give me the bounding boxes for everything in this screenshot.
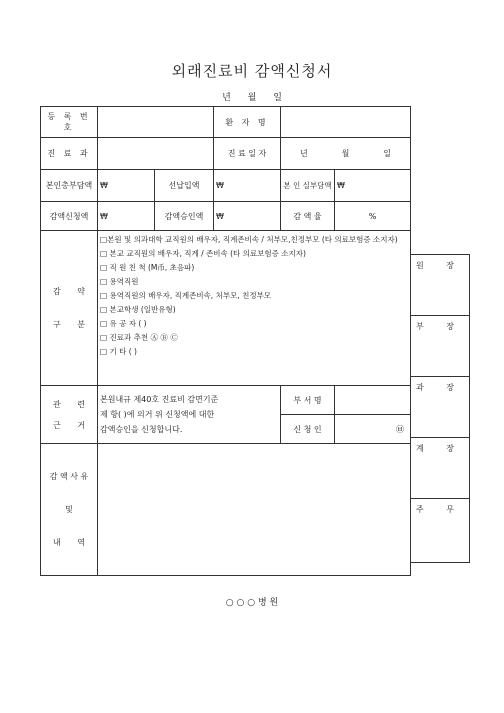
reg-no-label: 등 록 번 호 (41, 107, 98, 138)
category-option[interactable]: □ 용역직원의 배우자, 직계존비속, 처부모, 친정부모 (100, 291, 272, 300)
year-label: 년 (299, 149, 308, 158)
dept-label: 부 서 명 (281, 386, 335, 415)
self-pay-label: 본인총부담액 (41, 170, 98, 202)
approval-section-chief[interactable]: 과 장 (411, 377, 470, 438)
approval-column (410, 254, 470, 563)
actual-pay-label: 본 인 실부담액 (281, 170, 335, 202)
seal-mark: ㉥ (396, 424, 404, 434)
date-line: 년 월 일 (222, 93, 282, 103)
basis-line: 본원내규 제40호 진료비 감면기준 (100, 395, 219, 404)
category-label-bottom: 구 분 (53, 320, 85, 329)
approval-director[interactable]: 원 장 (411, 255, 470, 316)
category-option[interactable]: □ 유 공 자 ( ) (100, 319, 147, 328)
self-pay-field[interactable] (98, 170, 155, 202)
reason-line2: 및 (65, 505, 73, 514)
dept-field[interactable] (335, 386, 411, 415)
category-option[interactable]: □ 기 타 ( ) (100, 347, 137, 356)
category-label-cell (41, 231, 98, 386)
reason-label-cell (41, 444, 98, 576)
month-label: 월 (341, 149, 350, 158)
visit-date-field[interactable] (281, 138, 411, 170)
rate-field[interactable] (335, 202, 411, 231)
request-amount-label: 감액신청액 (41, 202, 98, 231)
applicant-field[interactable] (335, 415, 411, 444)
actual-pay-field[interactable] (335, 170, 411, 202)
category-option[interactable]: □본원 및 의과대학 교직원의 배우자, 직계존비속 / 처부모,친정부모 (타 의료보험증 소지자) (100, 235, 398, 244)
approved-amount-field[interactable] (214, 202, 281, 231)
patient-name-label: 환 자 명 (214, 107, 281, 138)
basis-line: 제 항( )에 의거 위 신청액에 대한 (100, 410, 215, 419)
category-option[interactable]: □ 용역직원 (100, 277, 139, 286)
approval-team-lead[interactable]: 계 장 (411, 438, 470, 499)
category-label-top: 감 약 (53, 287, 85, 296)
reason-line3: 내 역 (53, 538, 85, 547)
prepaid-field[interactable] (214, 170, 281, 202)
form-title: 외래진료비 감액신청서 (171, 62, 333, 80)
basis-label-bottom: 근 거 (53, 420, 85, 430)
category-option[interactable]: □ 본교학생 (일반유형) (100, 305, 176, 314)
percent-symbol: % (368, 211, 377, 221)
rate-label: 감 액 율 (281, 202, 335, 231)
approval-manager[interactable]: 부 장 (411, 316, 470, 377)
day-label: 일 (383, 149, 391, 158)
applicant-label: 신 청 인 (281, 415, 335, 444)
reg-no-field[interactable] (98, 107, 214, 138)
won-symbol: ₩ (216, 211, 224, 221)
basis-line: 감액승인을 신청합니다. (100, 425, 183, 434)
won-symbol: ₩ (100, 181, 108, 190)
category-option[interactable]: □ 직 원 친 척 (M币, 초음파) (100, 263, 195, 272)
basis-text (98, 386, 281, 444)
request-amount-field[interactable] (98, 202, 155, 231)
application-form (40, 106, 411, 576)
category-option[interactable]: □ 진료과 추천 Ⓐ Ⓑ Ⓒ (100, 333, 178, 342)
patient-name-field[interactable] (281, 107, 411, 138)
department-label: 진 료 과 (41, 138, 98, 170)
visit-date-label: 진 료 일 자 (214, 138, 281, 170)
approval-officer[interactable]: 주 무 (411, 499, 470, 563)
basis-label-top: 관 련 (53, 399, 85, 409)
prepaid-label: 선납입액 (155, 170, 214, 202)
won-symbol: ₩ (337, 181, 345, 190)
won-symbol: ₩ (100, 211, 108, 221)
hospital-footer: ○ ○ ○ 병 원 (225, 598, 279, 608)
reason-line1: 감 액 사 유 (49, 472, 89, 481)
won-symbol: ₩ (216, 181, 224, 190)
department-field[interactable] (98, 138, 214, 170)
basis-label-cell (41, 386, 98, 444)
approved-amount-label: 감액승인액 (155, 202, 214, 231)
category-options (98, 231, 411, 386)
category-option[interactable]: □ 본교 교직원의 배우자, 직계 / 존비속 (타 의료보험증 소지자) (100, 249, 306, 258)
reason-field[interactable] (98, 444, 411, 576)
